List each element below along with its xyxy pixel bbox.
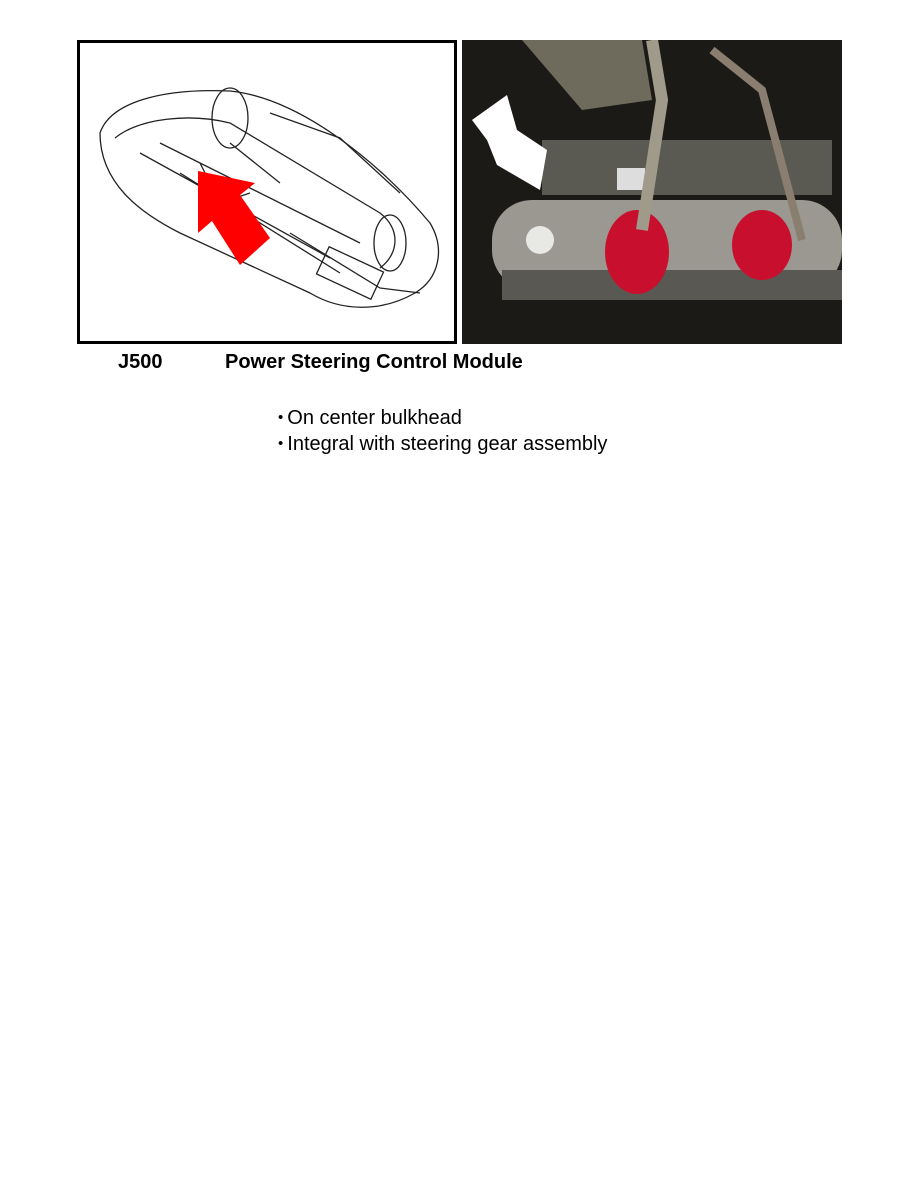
module-location-photo (462, 40, 842, 344)
component-code: J500 (118, 351, 163, 373)
car-line-drawing (80, 43, 454, 341)
photo-rendering (462, 40, 842, 344)
location-notes-list (278, 406, 607, 458)
locator-arrow (198, 171, 270, 265)
location-note: • Integral with steering gear assembly (278, 432, 607, 458)
vehicle-underside-illustration (77, 40, 457, 344)
location-note: • On center bulkhead (278, 406, 607, 432)
component-title: Power Steering Control Module (225, 351, 523, 373)
